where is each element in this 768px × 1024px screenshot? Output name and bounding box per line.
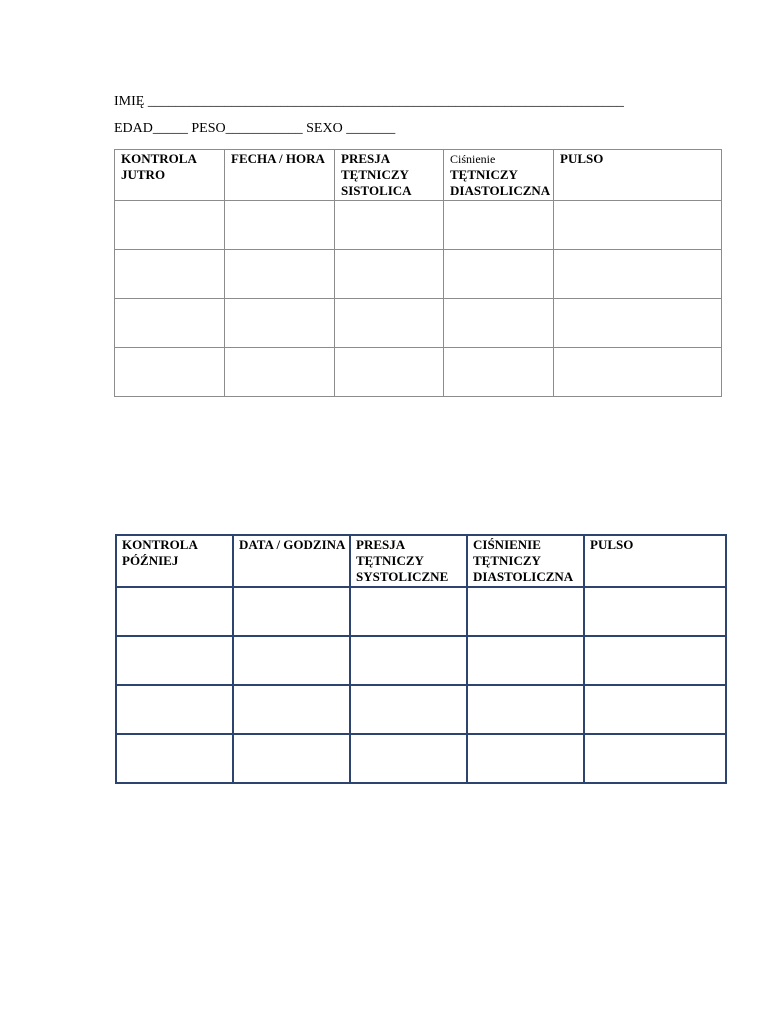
table-cell[interactable] bbox=[467, 636, 584, 685]
control-later-table bbox=[115, 534, 727, 784]
table-cell[interactable] bbox=[350, 587, 467, 636]
table-cell[interactable] bbox=[584, 685, 726, 734]
table-cell[interactable] bbox=[444, 250, 554, 299]
table-cell[interactable] bbox=[335, 348, 444, 397]
table-cell[interactable] bbox=[233, 734, 350, 783]
col-header-date-time: DATA / GODZINA bbox=[233, 535, 350, 587]
col-header-diastolic: CIŚNIENIE TĘTNICZY DIASTOLICZNA bbox=[467, 535, 584, 587]
table-cell[interactable] bbox=[554, 299, 722, 348]
sex-label: SEXO bbox=[306, 121, 343, 136]
col-header-pulse: PULSO bbox=[584, 535, 726, 587]
col-header-pulse: PULSO bbox=[554, 150, 722, 201]
table-cell[interactable] bbox=[554, 348, 722, 397]
table-cell[interactable] bbox=[225, 201, 335, 250]
table-cell[interactable] bbox=[115, 250, 225, 299]
age-field[interactable]: _____ bbox=[152, 121, 188, 136]
weight-field[interactable]: ___________ bbox=[225, 121, 303, 136]
table-cell[interactable] bbox=[335, 299, 444, 348]
age-label: EDAD bbox=[114, 121, 153, 136]
table-cell[interactable] bbox=[335, 250, 444, 299]
sex-field[interactable]: _______ bbox=[346, 121, 396, 136]
table-cell[interactable] bbox=[116, 685, 233, 734]
table-cell[interactable] bbox=[116, 734, 233, 783]
table-cell[interactable] bbox=[467, 587, 584, 636]
table-cell[interactable] bbox=[335, 201, 444, 250]
col-header-date-time: FECHA / HORA bbox=[225, 150, 335, 201]
table-cell[interactable] bbox=[350, 734, 467, 783]
table-cell[interactable] bbox=[233, 685, 350, 734]
table-row bbox=[115, 299, 722, 348]
table-cell[interactable] bbox=[116, 636, 233, 685]
table-cell[interactable] bbox=[584, 587, 726, 636]
table-cell[interactable] bbox=[233, 636, 350, 685]
table-cell[interactable] bbox=[350, 636, 467, 685]
table-cell[interactable] bbox=[233, 587, 350, 636]
table-row bbox=[116, 636, 726, 685]
table-cell[interactable] bbox=[115, 348, 225, 397]
table-row bbox=[116, 587, 726, 636]
table-cell[interactable] bbox=[225, 250, 335, 299]
table-cell[interactable] bbox=[116, 587, 233, 636]
table-cell[interactable] bbox=[225, 348, 335, 397]
table-cell[interactable] bbox=[444, 201, 554, 250]
table-row bbox=[115, 250, 722, 299]
control-tomorrow-table bbox=[114, 149, 722, 397]
table-header-row bbox=[116, 535, 726, 587]
col-header-systolic: PRESJA TĘTNICZY SISTOLICA bbox=[335, 150, 444, 201]
table-cell[interactable] bbox=[115, 201, 225, 250]
weight-label: PESO bbox=[191, 121, 226, 136]
table-cell[interactable] bbox=[584, 734, 726, 783]
col-header-diastolic: Ciśnienie TĘTNICZY DIASTOLICZNA bbox=[444, 150, 554, 201]
info-line bbox=[114, 121, 395, 137]
name-field[interactable]: ____________________________________________________________________ bbox=[147, 94, 624, 109]
table-row bbox=[116, 734, 726, 783]
table-cell[interactable] bbox=[467, 734, 584, 783]
table-cell[interactable] bbox=[444, 348, 554, 397]
table-row bbox=[115, 348, 722, 397]
table-cell[interactable] bbox=[554, 250, 722, 299]
col-header-control: KONTROLA JUTRO bbox=[115, 150, 225, 201]
col-header-systolic: PRESJA TĘTNICZY SYSTOLICZNE bbox=[350, 535, 467, 587]
table-cell[interactable] bbox=[225, 299, 335, 348]
table-cell[interactable] bbox=[444, 299, 554, 348]
table-cell[interactable] bbox=[115, 299, 225, 348]
table-header-row bbox=[115, 150, 722, 201]
table-row bbox=[115, 201, 722, 250]
table-row bbox=[116, 685, 726, 734]
name-label: IMIĘ bbox=[114, 94, 145, 109]
col-header-control: KONTROLA PÓŹNIEJ bbox=[116, 535, 233, 587]
table-cell[interactable] bbox=[350, 685, 467, 734]
table-cell[interactable] bbox=[554, 201, 722, 250]
table-cell[interactable] bbox=[584, 636, 726, 685]
name-line bbox=[114, 94, 624, 110]
table-cell[interactable] bbox=[467, 685, 584, 734]
